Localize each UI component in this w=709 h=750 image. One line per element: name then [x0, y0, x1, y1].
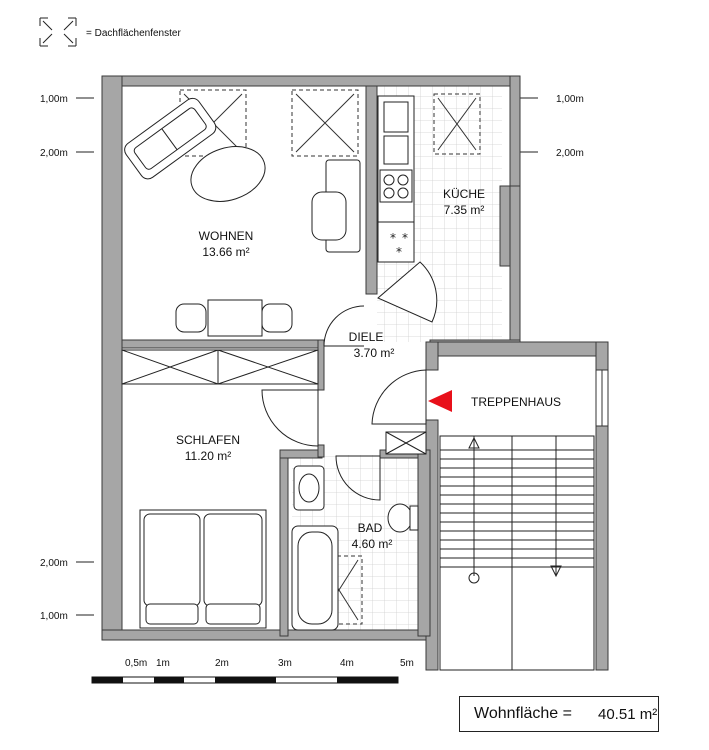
living-area-label: Wohnfläche =	[474, 705, 572, 722]
wall-bad-right	[418, 450, 430, 636]
wall-stub-diele	[318, 445, 324, 457]
height-mark-right-2m: 2,00m	[556, 148, 584, 159]
dining-table-icon	[208, 300, 262, 336]
wall-wohnen-bottom	[122, 340, 324, 348]
entrance-arrow-icon	[428, 390, 452, 412]
living-area-value: 40.51 m²	[598, 706, 658, 723]
wall-wohnen-kueche	[366, 86, 377, 294]
toilet-icon	[388, 504, 412, 532]
room-name-schlafen: SCHLAFEN	[175, 433, 241, 447]
wall-bad-top-left	[280, 450, 322, 458]
wall-kueche-right-upper	[510, 76, 520, 186]
wall-top	[102, 76, 520, 86]
chair-icon	[312, 192, 346, 240]
scale-label: 4m	[340, 658, 354, 669]
svg-text:*: *	[402, 231, 408, 245]
wall-bottom	[102, 630, 432, 640]
height-mark-left-1m: 1,00m	[40, 94, 68, 105]
cupboard	[386, 432, 426, 454]
room-area-bad: 4.60 m²	[351, 537, 393, 551]
room-name-kueche: KÜCHE	[442, 187, 486, 201]
height-mark-left-1m-bottom: 1,00m	[40, 611, 68, 622]
scale-label: 5m	[400, 658, 414, 669]
sink-icon	[384, 136, 408, 164]
furniture-wohnen	[121, 95, 360, 336]
legend-text: = Dachflächenfenster	[86, 28, 181, 39]
wall-schlafen-diele	[318, 340, 324, 390]
height-mark-right-1m: 1,00m	[556, 94, 584, 105]
room-name-bad: BAD	[357, 521, 383, 535]
svg-text:*: *	[390, 231, 396, 245]
height-mark-left-2m-bottom: 2,00m	[40, 558, 68, 569]
room-name-wohnen: WOHNEN	[198, 229, 254, 243]
scale-label: 1m	[156, 658, 170, 669]
stove-icon	[380, 170, 412, 202]
sink-icon	[384, 102, 408, 132]
roof-window-icon	[292, 90, 358, 156]
chair-icon	[262, 304, 292, 332]
wall-treppenhaus-top	[426, 342, 608, 356]
bed	[140, 510, 266, 628]
room-name-diele: DIELE	[348, 330, 384, 344]
roof-window-icon	[40, 18, 76, 46]
legend	[40, 18, 181, 46]
room-area-kueche: 7.35 m²	[443, 203, 485, 217]
scale-label: 2m	[215, 658, 229, 669]
kitchen-fixtures	[378, 96, 414, 262]
coffee-table-icon	[184, 138, 272, 211]
chair-icon	[176, 304, 206, 332]
wall-kueche-right-lower	[510, 186, 520, 346]
wall-treppenhaus-stub	[426, 342, 438, 370]
living-area-summary	[459, 696, 659, 732]
scale-bar	[92, 658, 414, 683]
room-area-schlafen: 11.20 m²	[184, 449, 232, 463]
door-schlafen	[262, 390, 318, 446]
room-area-diele: 3.70 m²	[353, 346, 395, 360]
scale-label: 0,5m	[125, 658, 148, 669]
windows	[596, 370, 608, 426]
wardrobe	[122, 350, 318, 384]
scale-label: 3m	[278, 658, 292, 669]
staircase	[440, 436, 594, 670]
door-entrance	[372, 370, 426, 424]
room-area-wohnen: 13.66 m²	[202, 245, 250, 259]
room-name-treppenhaus: TREPPENHAUS	[470, 395, 562, 409]
svg-text:*: *	[396, 245, 402, 259]
height-mark-left-2m: 2,00m	[40, 148, 68, 159]
wall-schlafen-bad	[280, 450, 288, 636]
wall-left	[102, 76, 122, 638]
